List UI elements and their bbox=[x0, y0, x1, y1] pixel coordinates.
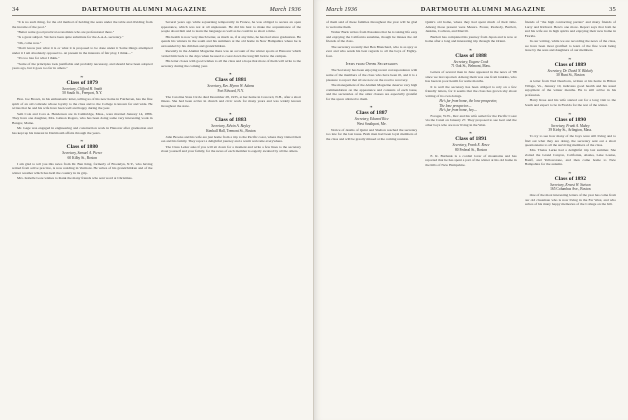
secretary-address: 39 Kirby St., Arlington, Mass. bbox=[548, 127, 593, 132]
column-2 bbox=[161, 20, 302, 418]
paragraph: Hon. Joe Brown, in his enthusiastic letter, telling us of his new home in Fairhaven, has the fine spirit of an old comrade whose loyalty to the class and to the College is known far and wide. He writes that he and his wife have been well and happy during the year. bbox=[12, 97, 153, 111]
column-1 bbox=[326, 20, 417, 418]
paragraph: "It's too late for what I think." bbox=[17, 56, 60, 61]
class-heading: Class of 1892 bbox=[554, 175, 587, 182]
poem bbox=[439, 99, 516, 112]
section-ornament: ❧ bbox=[80, 138, 85, 144]
class-secretary: Secretary, Frank A. Mabey bbox=[551, 123, 590, 128]
class-heading: Class of 1883 bbox=[215, 117, 247, 124]
running-title: DARTMOUTH ALUMNI MAGAZINE bbox=[81, 6, 207, 13]
paragraph: "It is no such thing, for the old method of holding the seats under the table and dividing from the income of the pool." bbox=[12, 20, 153, 29]
class-secretary: Secretary, Dr. David N. Blakely bbox=[547, 68, 593, 73]
section-ornament: ❧ bbox=[468, 46, 474, 52]
page-number: 35 bbox=[609, 6, 616, 13]
paragraph: The management of the Alumni Magazine deserve very high commendation on the appearance and contents of each issue, and the secretaries of the older classes are especially grateful for the space allotted to them. bbox=[326, 82, 418, 101]
paragraph: To try to see how many of the boys were still living and to find out what they are doing, the secretary sent out a short questionnaire to all the surviving members of the class. bbox=[524, 133, 616, 148]
class-secretary: Secretary, Eugene Cook bbox=[453, 59, 489, 64]
paragraph: Quint's old home, where they had spent much of their time. Among those present were Messrs. Foster, Peabody, Bartlett, Jenkins, Cochran, and Merrill. bbox=[425, 20, 517, 34]
sub-heading: Items from Other Secretaries bbox=[345, 61, 398, 67]
column-3 bbox=[525, 20, 616, 418]
section-ornament: ❧ bbox=[228, 111, 233, 117]
section-ornament: ❧ bbox=[568, 169, 573, 175]
secretary-address: West Southport, Me. bbox=[356, 121, 387, 126]
secretary-address: 80 Federal St., Boston bbox=[454, 147, 488, 152]
poem-line: The lone prospector— bbox=[439, 103, 472, 108]
paragraph: Mrs. Theiss Lerke had a delightful trip last summer. She visited the Grand Canyon, California, Alaska, Lake Louise, Banff, and Yellowstone, and then came home to New Hampshire for the autumn. bbox=[524, 148, 616, 167]
class-heading: Class of 1879 bbox=[66, 79, 98, 86]
paragraph: of them said of these families throughout the year will be glad to welcome them. bbox=[326, 20, 418, 29]
paragraph: A letter from Ned Dearborn, written at his home in Hilton Village, Va., January 10, indicates good health and his usual enjoyment of the winter months. He is still active in his profession. bbox=[524, 79, 616, 98]
section-ornament: ❧ bbox=[568, 55, 573, 61]
paragraph: Mrs. Isabelle Gore wishes to thank the many friends who sent word at Christmas. bbox=[17, 176, 133, 181]
paragraph: One of the most interesting letters of the year has come from our old classmate who is now living in the Far West, and who writes of his many happy memories of the College on the hill. bbox=[524, 193, 616, 207]
running-header bbox=[326, 6, 616, 16]
paragraph: Forager, W.W., Dev and his wife sailed for the Pacific Coast via the Canal on January 27. They proposed to see Gert and the other boys who are now living in the West. bbox=[425, 113, 517, 127]
secretary-address: 30 Hunt St., Boston bbox=[556, 73, 585, 78]
paragraph: The Carolina State Circle died December 28, 1935, at her home in Concord, N.H., after a short illness. She had been active in church and civic work for many years and was widely known throughout the state. bbox=[160, 94, 301, 108]
class-secretary: Secretary, Clifford H. Smith bbox=[62, 86, 103, 91]
paragraph: John Brooks and his wife are just home from a trip to the Pacific coast, where they visited their son and his family. They report a delightful journey and a warm welcome everywhere. bbox=[160, 134, 301, 144]
paragraph: It is well the secretary has been obliged to rely on a few friendly letters, for it seems that the class has grown shy about writing of its own doings. bbox=[425, 84, 517, 98]
class-secretary: Secretary, Edwin A. Bayley bbox=[211, 124, 251, 129]
paragraph: friends of "the high contracting parties" and many friends of Larry and Richard. Here's one more. Report says that both he and his wife are in high spirits and enjoying their new home in Florida. bbox=[524, 20, 616, 38]
paragraph: The Secretary has been enjoying recent correspondence with some of the members of the class who have been ill, and it is a pleasure to report that all are now on the road to recovery. bbox=[326, 68, 418, 82]
class-secretary: Secretary, Ernest W. Stetson bbox=[550, 182, 591, 187]
class-secretary: Secretary, Edward Rice bbox=[354, 117, 389, 122]
paragraph: His letter closes with good wishes to all the class and a hope that more of them will write to the secretary during the coming year. bbox=[160, 59, 301, 68]
class-heading: Class of 1890 bbox=[554, 116, 587, 123]
section-ornament: ❧ bbox=[568, 110, 573, 116]
paragraph: "Is a great subject. We have been quite substitute for the A.A.A. secretary." bbox=[17, 35, 124, 40]
paragraph: Seth Cole and Cora A. Henderson are in Cambridge, Mass., were married January 14, 1886. They have one daughter, Mrs. Gideon Rogers, who has been doing some very interesting work in Bangor, Maine. bbox=[12, 111, 153, 125]
secretary-address: 71 Oak St., Belmont, Mass. bbox=[451, 64, 491, 69]
section-ornament: ❧ bbox=[369, 104, 374, 110]
section-ornament: ❧ bbox=[228, 71, 233, 77]
running-title: DARTMOUTH ALUMNI MAGAZINE bbox=[420, 6, 546, 13]
paragraph: Letters of several men in June appeared in the news of '88 since we last reported. Among them was one from Jenkins, who has been in poor health for some months. bbox=[425, 70, 517, 84]
paragraph: I am glad to tell you this news from Dr. Ben King, formerly of Brooklyn, N.Y., who having retired from active practice, is now residing in Vermont. He writes of his grandchildren and of the winter weather which has held the country in its grip. bbox=[12, 161, 153, 175]
running-header bbox=[12, 6, 301, 16]
secretary-address: 50 South St., Freeport, N.Y. bbox=[62, 91, 103, 96]
paragraph: Walter Buck writes from Pasadena that he is taking life easy and enjoying the California sunshine, though he misses the old friends of the class. bbox=[326, 29, 418, 44]
issue-date: March 1936 bbox=[326, 7, 358, 13]
class-heading: Class of 1888 bbox=[455, 52, 487, 59]
secretary-address: 60 Kilby St., Boston bbox=[67, 155, 97, 160]
paragraph: "Better some good practical economists who are professional there." bbox=[17, 29, 115, 34]
secretary-address: Kimball Hall, Tremont St., Boston bbox=[205, 128, 256, 133]
paragraph: Recently in the Alumni Magazine there was an account of the winter sports at Hanover which carried him back to the days when he used to coast down the long hill below the campus. bbox=[160, 49, 301, 58]
paragraph: Mr. Gage was engaged in engineering and construction work in Hanover after graduation and has kept up his interest in Dartmouth affairs through the years. bbox=[12, 126, 153, 135]
paragraph: Harry Rose and his wife started out for a long visit to the South and expect to be in Florida for the rest of the winter. bbox=[524, 98, 616, 108]
issue-date: March 1936 bbox=[269, 7, 301, 13]
paragraph: "Some of the principles look justifiable and probably necessary, and should have been adopted years ago, but it goes too far in others." bbox=[12, 61, 153, 71]
secretary-address: Fort Edward, N.Y. bbox=[217, 88, 244, 93]
class-secretary: Secretary, Frank E. Rowe bbox=[452, 143, 490, 148]
paragraph: His health is now very much better, as much as, if at any time, he has had since graduation. He spends his winters in the south and his summers at the old home in New Hampshire where he is surrounded by his children and grandchildren. bbox=[160, 34, 301, 48]
class-heading: Class of 1889 bbox=[554, 61, 587, 68]
columns bbox=[12, 20, 301, 418]
secretary-address: 165 Columbus Ave., Boston bbox=[550, 187, 591, 192]
column-2 bbox=[425, 20, 516, 418]
class-heading: Class of 1887 bbox=[355, 110, 388, 117]
paragraph: Several years ago while sojourning temporarily in France, he was obliged to secure an open appearance, which was not at all unpleasant. He did his best to make the acquaintance of the people about him and to learn the language as well as he could in so short a time. bbox=[160, 20, 301, 34]
class-secretary: Secretary, Rev. Myron W. Adams bbox=[207, 84, 255, 89]
page-number: 34 bbox=[12, 6, 19, 13]
column-1 bbox=[12, 20, 153, 418]
class-secretary: Secretary, Samuel A. Pierce bbox=[62, 151, 103, 156]
paragraph: The secretary recently met Ben Blanchard, who is as spry as ever and who sends his best regards to all the boys of Eighty-four. bbox=[326, 44, 418, 58]
paragraph: Notice of deaths of Quint and Shelton reached the secretary too late for the last issue. Both men had been loyal members of the class and will be greatly missed at the coming reunion. bbox=[326, 127, 418, 141]
paragraph: "Don't know just what it is or what it is proposed to be done under it Some things attempted under it I am absolutely opposed to. At present in the interests of fair play, I think—" bbox=[12, 46, 153, 55]
paragraph: Bartlett has completed his journey from Japan and is now at home after a long and interesting trip through the Orient. bbox=[425, 34, 517, 44]
class-heading: Class of 1881 bbox=[215, 77, 247, 84]
section-ornament: ❧ bbox=[80, 73, 85, 79]
paragraph: E. R. Burbank is a cordial lover of mountains and has reported that he has spent a part of the winter at his old home in the hills of New Hampshire. bbox=[425, 153, 517, 167]
columns bbox=[326, 20, 616, 418]
section-ornament: ❧ bbox=[468, 130, 474, 136]
poem-line: He's far from home, hey— bbox=[439, 108, 477, 113]
paragraph: In our writing, while we are recording the news of the class, we have been most gratified to learn of the fine work being done by the sons and daughters of our members. bbox=[524, 39, 616, 53]
right-page bbox=[314, 0, 628, 420]
paragraph: "Oh, come now." bbox=[17, 40, 42, 45]
class-heading: Class of 1880 bbox=[66, 144, 98, 151]
paragraph: The Class Letter asks if you will sit down for a moment and write a few lines to the secretary about yourself and your family, for the news of each member is eagerly awaited by all the others. bbox=[160, 144, 301, 154]
class-heading: Class of 1891 bbox=[455, 136, 487, 143]
poem-line: He's far from home, the lone prospector, bbox=[439, 99, 498, 104]
